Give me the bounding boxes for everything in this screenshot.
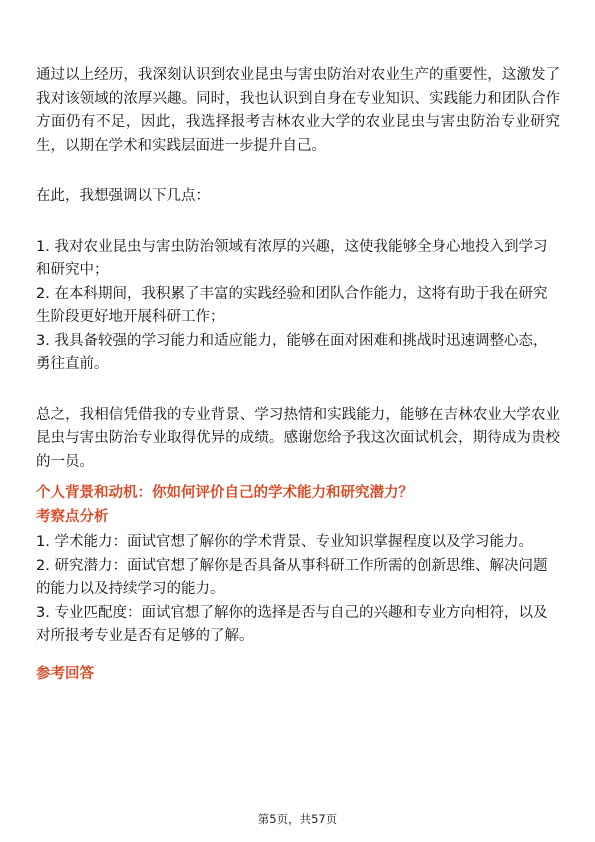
key-point-1: 1. 我对农业昆虫与害虫防治领域有浓厚的兴趣，这使我能够全身心地投入到学习和研究中； <box>36 238 548 278</box>
summary-paragraph: 总之，我相信凭借我的专业背景、学习热情和实践能力，能够在吉林农业大学农业昆虫与害虫防治专业取得优异的成绩。感谢您给予我这次面试机会，期待成为贵校的一员。 <box>36 406 560 470</box>
analysis-item-1: 1. 学术能力：面试官想了解你的学术背景、专业知识掌握程度以及学习能力。 <box>36 534 533 550</box>
intro-paragraph: 通过以上经历，我深刻认识到农业昆虫与害虫防治对农业生产的重要性，这激发了我对该领域的浓厚兴趣。同时，我也认识到自身在专业知识、实践能力和团队合作方面仍有不足，因此，我选择报考吉林农业大学的农业昆虫与害虫防治专业研究生，以期在学术和实践层面进一步提升自己。 <box>36 67 560 154</box>
lead-paragraph: 在此，我想强调以下几点： <box>36 188 210 204</box>
analysis-item-2: 2. 研究潜力：面试官想了解你是否具备从事科研工作所需的创新思维、解决问题的能力以及持续学习的能力。 <box>36 557 548 597</box>
analysis-item-3: 3. 专业匹配度：面试官想了解你的选择是否与自己的兴趣和专业方向相符，以及对所报考专业是否有足够的了解。 <box>36 604 548 644</box>
key-point-2: 2. 在本科期间，我积累了丰富的实践经验和团队合作能力，这将有助于我在研究生阶段更好地开展科研工作； <box>36 285 548 325</box>
page-content <box>36 64 560 688</box>
analysis-list <box>36 531 560 649</box>
question-title: 个人背景和动机：你如何评价自己的学术能力和研究潜力？ <box>36 485 413 501</box>
key-point-3: 3. 我具备较强的学习能力和适应能力，能够在面对困难和挑战时迅速调整心态，勇往直前。 <box>36 332 548 372</box>
page-number-footer: 第5页，共57页 <box>257 812 338 826</box>
answer-heading: 参考回答 <box>36 665 94 682</box>
analysis-heading: 考察点分析 <box>36 508 109 525</box>
key-points-list <box>36 236 560 377</box>
